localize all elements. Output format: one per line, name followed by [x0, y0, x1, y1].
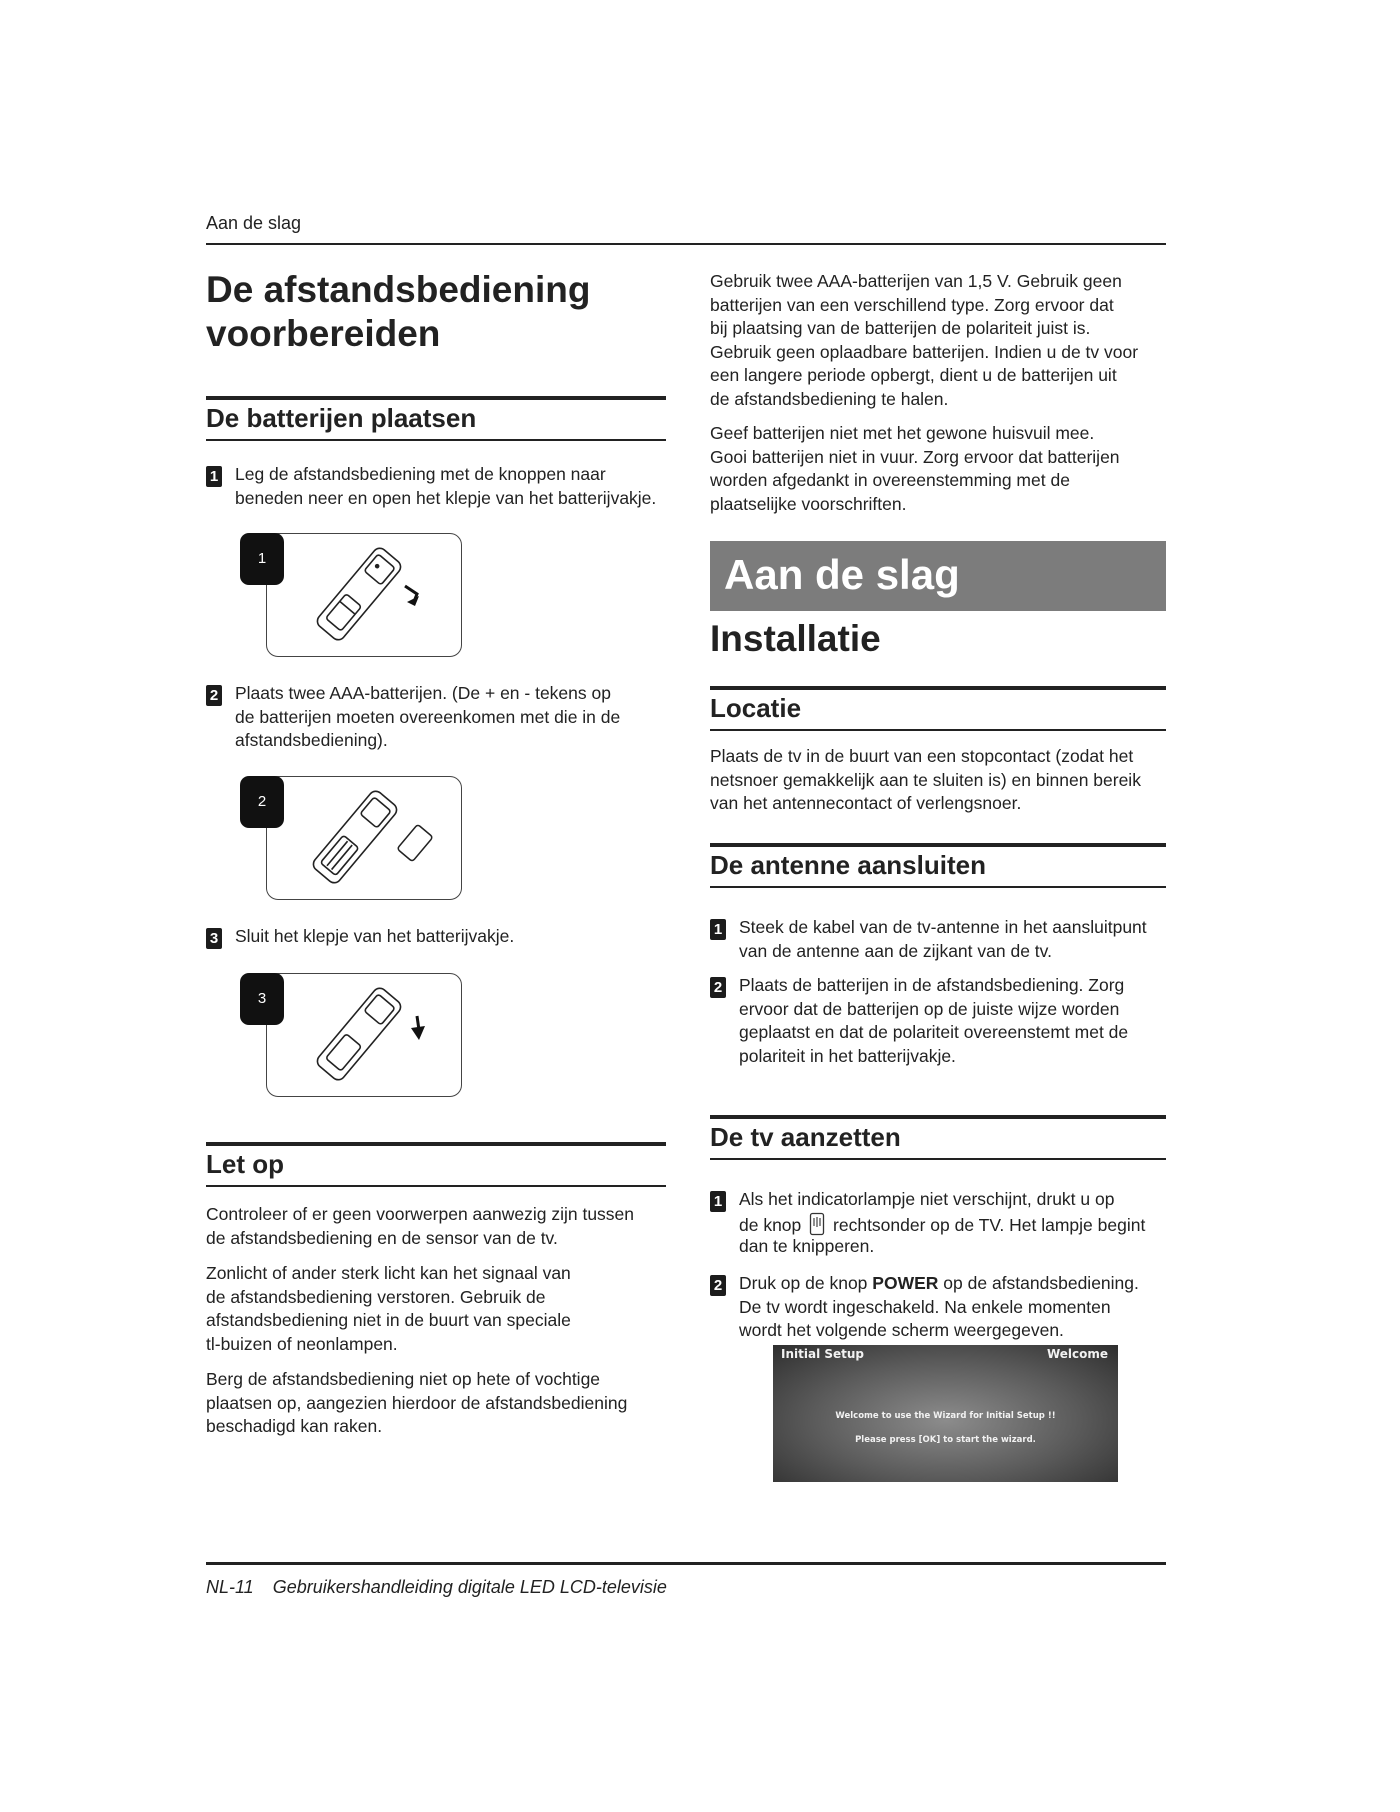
chapter-banner-title: Aan de slag [724, 551, 960, 598]
step-number: 2 [710, 977, 726, 998]
text-line: Geef batterijen niet met het gewone huisvuil mee. [710, 423, 1095, 443]
section-title-location: Locatie [710, 693, 802, 723]
tv-screen-title: Initial Setup [781, 1347, 865, 1361]
remote-close-icon [267, 974, 461, 1096]
battery-step-2 [206, 682, 676, 756]
tv-screen-header [781, 1347, 1108, 1361]
remote-illustration-close-cover [266, 973, 462, 1097]
antenna-step-1 [710, 916, 1176, 966]
remote-icon [267, 534, 461, 656]
page-title [206, 268, 666, 356]
text-line: Gebruik twee AAA-batterijen van 1,5 V. Gebruik geen [710, 271, 1122, 291]
step-text: dan te knipperen. [739, 1236, 875, 1256]
step-text-with-bold [739, 1272, 1139, 1296]
note-paragraph [206, 1368, 666, 1439]
remote-illustration-open-cover [266, 533, 462, 657]
note-paragraph [206, 1262, 666, 1356]
step-text: van de antenne aan de zijkant van de tv. [739, 940, 1052, 961]
step-text: polariteit in het batterijvakje. [739, 1045, 956, 1066]
step-text: Plaats twee AAA-batterijen. (De + en - tekens op [235, 683, 611, 703]
step-number: 3 [206, 928, 222, 949]
section-title-note: Let op [206, 1149, 284, 1179]
battery-step-3 [206, 925, 676, 951]
figure-label: 1 [240, 533, 284, 585]
text-fragment: op de afstandsbediening. [943, 1273, 1139, 1293]
step-text: ervoor dat de batterijen op de juiste wijze worden [739, 998, 1120, 1019]
page-title-line: voorbereiden [206, 313, 441, 354]
section-rule-bottom [710, 1158, 1166, 1160]
step-number: 2 [206, 685, 222, 706]
section-rule-bottom [710, 729, 1166, 731]
text-line: Gebruik geen oplaadbare batterijen. Indien u de tv voor [710, 341, 1139, 362]
tv-setup-screen [773, 1345, 1118, 1482]
step-text: Sluit het klepje van het batterijvakje. [235, 926, 515, 946]
step-text: Steek de kabel van de tv-antenne in het aansluitpunt [739, 917, 1147, 937]
running-head: Aan de slag [206, 213, 302, 233]
section-title-antenna: De antenne aansluiten [710, 850, 986, 880]
step-text: Plaats de batterijen in de afstandsbediening. Zorg [739, 975, 1125, 995]
footer-rule [206, 1562, 1166, 1565]
step-text: Als het indicatorlampje niet verschijnt, drukt u op [739, 1189, 1115, 1209]
figure-label: 3 [240, 973, 284, 1025]
step-number: 1 [206, 466, 222, 487]
text-line: de afstandsbediening verstoren. Gebruik de [206, 1286, 546, 1307]
section-rule-top [710, 1115, 1166, 1119]
page-title-line: De afstandsbediening [206, 269, 591, 310]
page-number: NL-11 [206, 1577, 254, 1597]
text-line: Gooi batterijen niet in vuur. Zorg ervoor dat batterijen [710, 446, 1120, 467]
power-button-icon [809, 1212, 825, 1236]
text-line: worden afgedankt in overeenstemming met de [710, 470, 1070, 490]
section-rule-top [710, 843, 1166, 847]
text-line: van het antennecontact of verlengsnoer. [710, 793, 1022, 813]
text-line: Controleer of er geen voorwerpen aanwezig zijn tussen [206, 1204, 635, 1224]
step-number: 1 [710, 1191, 726, 1212]
text-line: tl-buizen of neonlampen. [206, 1333, 398, 1354]
text-line: afstandsbediening niet in de buurt van speciale [206, 1310, 571, 1330]
section-rule-bottom [206, 1185, 666, 1187]
step-text: geplaatst en dat de polariteit overeenstemt met de [739, 1022, 1129, 1042]
power-step-2 [710, 1272, 1176, 1346]
text-line: Plaats de tv in de buurt van een stopcontact (zodat het [710, 746, 1134, 766]
step-text: Leg de afstandsbediening met de knoppen naar [235, 464, 606, 484]
step-text: beneden neer en open het klepje van het batterijvakje. [235, 487, 657, 508]
text-line: de afstandsbediening te halen. [710, 388, 949, 409]
section-rule-top [206, 1142, 666, 1146]
power-key-label: POWER [872, 1273, 939, 1293]
tv-screen-instruction: Please press [OK] to start the wizard. [855, 1435, 1036, 1445]
battery-info-paragraph [710, 270, 1166, 411]
step-text: de batterijen moeten overeenkomen met die in de [235, 706, 621, 727]
text-line: batterijen van een verschillend type. Zorg ervoor dat [710, 294, 1114, 315]
text-fragment: rechtsonder op de TV. Het lampje begint [833, 1214, 1146, 1235]
location-paragraph [710, 745, 1166, 816]
note-paragraph [206, 1203, 666, 1250]
text-line: Zonlicht of ander sterk licht kan het signaal van [206, 1263, 571, 1283]
remote-battery-icon [267, 777, 461, 899]
step-text: afstandsbediening). [235, 730, 388, 750]
battery-step-1 [206, 463, 676, 513]
chapter-banner [710, 541, 1166, 611]
header-rule [206, 243, 1166, 245]
section-title-power: De tv aanzetten [710, 1122, 901, 1152]
antenna-step-2 [710, 974, 1176, 1070]
tv-screen-page: Welcome [1046, 1347, 1108, 1361]
section-rule-top [710, 686, 1166, 690]
step-number: 1 [710, 919, 726, 940]
text-line: de afstandsbediening en de sensor van de tv. [206, 1227, 558, 1248]
tv-screen-message: Welcome to use the Wizard for Initial Setup !! [835, 1411, 1056, 1421]
text-line: Berg de afstandsbediening niet op hete of vochtige [206, 1369, 601, 1389]
text-fragment: Druk op de knop [739, 1273, 868, 1293]
figure-label: 2 [240, 776, 284, 828]
step-text-with-icon [739, 1212, 1145, 1238]
text-line: plaatsen op, aangezien hierdoor de afstandsbediening [206, 1392, 628, 1413]
step-text: wordt het volgende scherm weergegeven. [739, 1320, 1064, 1340]
installatie-title: Installatie [710, 618, 881, 659]
battery-disposal-paragraph [710, 422, 1166, 516]
step-text: De tv wordt ingeschakeld. Na enkele momenten [739, 1296, 1111, 1317]
text-line: plaatselijke voorschriften. [710, 493, 907, 514]
text-line: bij plaatsing van de batterijen de polariteit juist is. [710, 318, 1091, 338]
text-line: beschadigd kan raken. [206, 1416, 383, 1436]
section-rule-top [206, 396, 666, 400]
section-rule-bottom [206, 439, 666, 441]
page-footer [206, 1577, 681, 1598]
text-line: een langere periode opbergt, dient u de batterijen uit [710, 365, 1117, 385]
section-title-batteries: De batterijen plaatsen [206, 403, 477, 433]
power-step-1 [710, 1188, 1176, 1262]
step-number: 2 [710, 1275, 726, 1296]
section-rule-bottom [710, 886, 1166, 888]
manual-title: Gebruikershandleiding digitale LED LCD-televisie [272, 1577, 667, 1597]
text-fragment: de knop [739, 1214, 802, 1235]
text-line: netsnoer gemakkelijk aan te sluiten is) en binnen bereik [710, 769, 1141, 790]
remote-illustration-insert-batteries [266, 776, 462, 900]
